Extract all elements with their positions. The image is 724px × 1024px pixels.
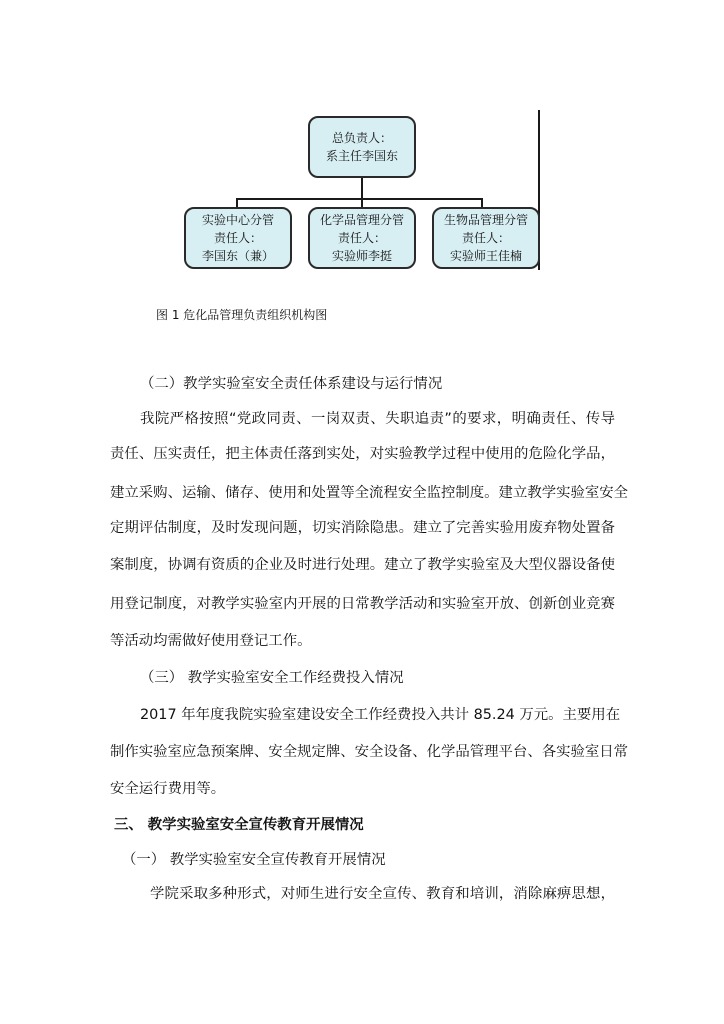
- connector-top-stem: [361, 177, 363, 199]
- part3-line-1: 学院采取多种形式，对师生进行安全宣传、教育和培训，消除麻痹思想，: [150, 886, 615, 902]
- org-node-head: [308, 116, 416, 178]
- figure-caption: 图 1 危化品管理负责组织机构图: [156, 308, 328, 322]
- section2-heading: （二）教学实验室安全责任体系建设与运行情况: [140, 376, 443, 392]
- org-node-biological: [432, 207, 540, 269]
- part3-heading: 三、 教学实验室安全宣传教育开展情况: [114, 817, 364, 833]
- org-node-head-title: 总负责人：: [331, 131, 392, 145]
- org-node-chemical-dept: 化学品管理分管: [319, 213, 404, 227]
- org-node-lab-center: [184, 207, 292, 269]
- connector-horizontal: [236, 198, 482, 200]
- section3-heading: （三） 教学实验室安全工作经费投入情况: [140, 670, 404, 686]
- org-node-biological-dept: 生物品管理分管: [443, 213, 528, 227]
- section3-line-3: 安全运行费用等。: [110, 781, 226, 797]
- org-chart: [0, 0, 724, 290]
- section3-line-1: 2017 年年度我院实验室建设安全工作经费投入共计 85.24 万元。主要用在: [140, 707, 621, 723]
- section2-line-7: 等活动均需做好使用登记工作。: [110, 633, 312, 649]
- section2-line-2: 责任、压实责任，把主体责任落到实处，对实验教学过程中使用的危险化学品，: [110, 446, 615, 462]
- org-node-biological-person: 实验师王佳楠: [449, 249, 522, 263]
- org-node-lab-center-person: 李国东（兼）: [201, 249, 274, 263]
- section3-line-2: 制作实验室应急预案牌、安全规定牌、安全设备、化学品管理平台、各实验室日常: [110, 744, 629, 760]
- section2-line-6: 用登记制度，对教学实验室内开展的日常教学活动和实验室开放、创新创业竞赛: [110, 596, 615, 612]
- org-node-lab-center-dept: 实验中心分管: [201, 213, 274, 227]
- org-node-biological-role: 责任人：: [461, 231, 510, 245]
- part3-sub-heading: （一） 教学实验室安全宣传教育开展情况: [122, 852, 386, 868]
- section2-line-5: 案制度，协调有资质的企业及时进行处理。建立了教学实验室及大型仪器设备使: [110, 557, 615, 573]
- org-node-chemical-role: 责任人：: [337, 231, 386, 245]
- org-node-head-name: 系主任李国东: [325, 149, 398, 163]
- section2-line-3: 建立采购、运输、储存、使用和处置等全流程安全监控制度。建立教学实验室安全: [110, 485, 629, 501]
- org-node-chemical: [308, 207, 416, 269]
- section2-line-1: 我院严格按照“党政同责、一岗双责、失职追责”的要求，明确责任、传导: [140, 411, 615, 427]
- section2-line-4: 定期评估制度，及时发现问题，切实消除隐患。建立了完善实验用废弃物处置备: [110, 520, 615, 536]
- org-node-chemical-person: 实验师李挺: [331, 249, 392, 263]
- org-node-lab-center-role: 责任人：: [213, 231, 262, 245]
